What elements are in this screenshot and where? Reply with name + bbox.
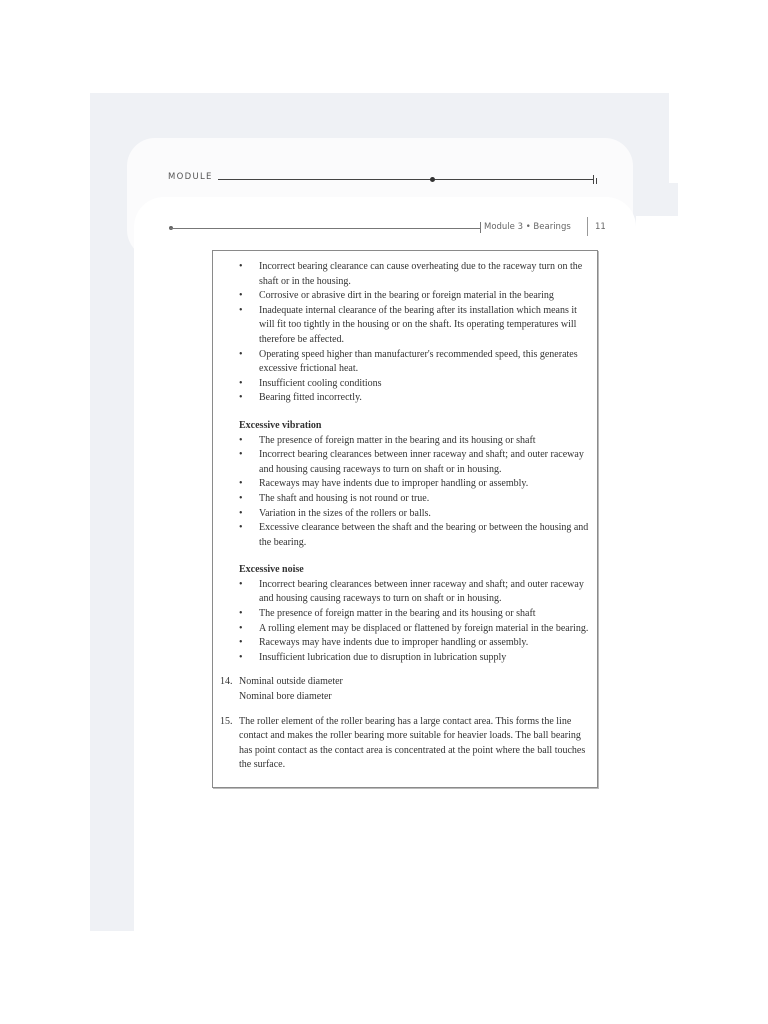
bullet: • (239, 290, 243, 302)
list-item: • Raceways may have indents due to improper handling or assembly. (213, 636, 597, 651)
answer-line: Nominal bore diameter (239, 691, 332, 703)
noise-bullet-list (213, 578, 597, 666)
bullet: • (239, 304, 243, 316)
bullet: • (239, 392, 243, 404)
bullet: • (239, 651, 243, 663)
list-item: • Incorrect bearing clearance can cause overheating due to the raceway turn on the shaft or in the housing. (239, 261, 583, 287)
vibration-bullet-list (213, 434, 597, 551)
module-label: MODULE (168, 172, 213, 182)
header-rule-tick (480, 222, 481, 233)
module-end-tick-secondary (596, 178, 597, 184)
bullet: • (239, 449, 243, 461)
answer-item-15 (213, 715, 597, 773)
bullet: • (239, 507, 243, 519)
section-heading-noise: Excessive noise (239, 564, 304, 576)
intro-bullet-list (213, 251, 597, 406)
answer-paragraph: The roller element of the roller bearing has a large contact area. This forms the line contact and makes the roller bearing more suitable for heavier loads. The ball bearing has point contact as the contact area is concentrated at the point where the ball touches the surface. (239, 715, 586, 771)
item-number: 14. (220, 676, 233, 688)
bullet: • (239, 637, 243, 649)
answer-line: Nominal outside diameter (239, 676, 343, 688)
list-item: • Insufficient cooling conditions (213, 377, 597, 392)
answer-document (212, 250, 598, 788)
module-progress-line (218, 179, 594, 180)
list-item: • Excessive clearance between the shaft and the bearing or between the housing and the bearing. (239, 522, 589, 548)
spacer (213, 705, 597, 715)
bullet: • (239, 377, 243, 389)
list-item: • Insufficient lubrication due to disruption in lubrication supply (213, 651, 597, 666)
list-item: • A rolling element may be displaced or flattened by foreign material in the bearing. (213, 622, 597, 637)
bullet: • (239, 261, 243, 272)
list-item: • Corrosive or abrasive dirt in the bearing or foreign material in the bearing (213, 289, 597, 304)
module-end-tick (593, 175, 594, 184)
section-heading-vibration: Excessive vibration (239, 419, 322, 431)
side-strip-panel (636, 216, 678, 931)
list-item: • Inadequate internal clearance of the bearing after its installation which means it will fit too tightly in the housing or on the shaft. Its operating temperatures will therefore be affected. (239, 304, 577, 345)
page-header-title: Module 3 • Bearings (484, 222, 571, 232)
bullet: • (239, 348, 243, 360)
list-item: • Incorrect bearing clearances between inner raceway and shaft; and outer raceway and housing causing raceways to turn on shaft or in housing. (239, 449, 584, 475)
list-item: • Operating speed higher than manufacturer's recommended speed, this generates excessive frictional heat. (239, 348, 578, 375)
list-item: • Raceways may have indents due to improper handling or assembly. (213, 477, 597, 492)
list-item: • Incorrect bearing clearances between inner raceway and shaft; and outer raceway and housing causing raceways to turn on shaft or in housing. (239, 578, 584, 605)
bullet: • (239, 434, 243, 446)
item-number: 15. (220, 715, 233, 727)
list-item: • Variation in the sizes of the rollers or balls. (213, 507, 597, 522)
list-item: • Bearing fitted incorrectly. (213, 391, 597, 406)
list-item: • The presence of foreign matter in the bearing and its housing or shaft (213, 434, 597, 449)
bullet: • (239, 578, 243, 590)
header-separator (587, 217, 588, 236)
header-rule (170, 228, 480, 229)
bullet: • (239, 622, 243, 634)
spacer (213, 665, 597, 675)
bullet: • (239, 522, 243, 534)
page-number: 11 (595, 222, 606, 232)
answer-item-14 (213, 675, 597, 704)
answer-text (213, 251, 597, 773)
list-item: • The presence of foreign matter in the bearing and its housing or shaft (213, 607, 597, 622)
bullet: • (239, 492, 243, 504)
bullet: • (239, 478, 243, 490)
module-progress-marker (430, 177, 435, 182)
list-item: • The shaft and housing is not round or true. (213, 492, 597, 507)
bullet: • (239, 608, 243, 620)
